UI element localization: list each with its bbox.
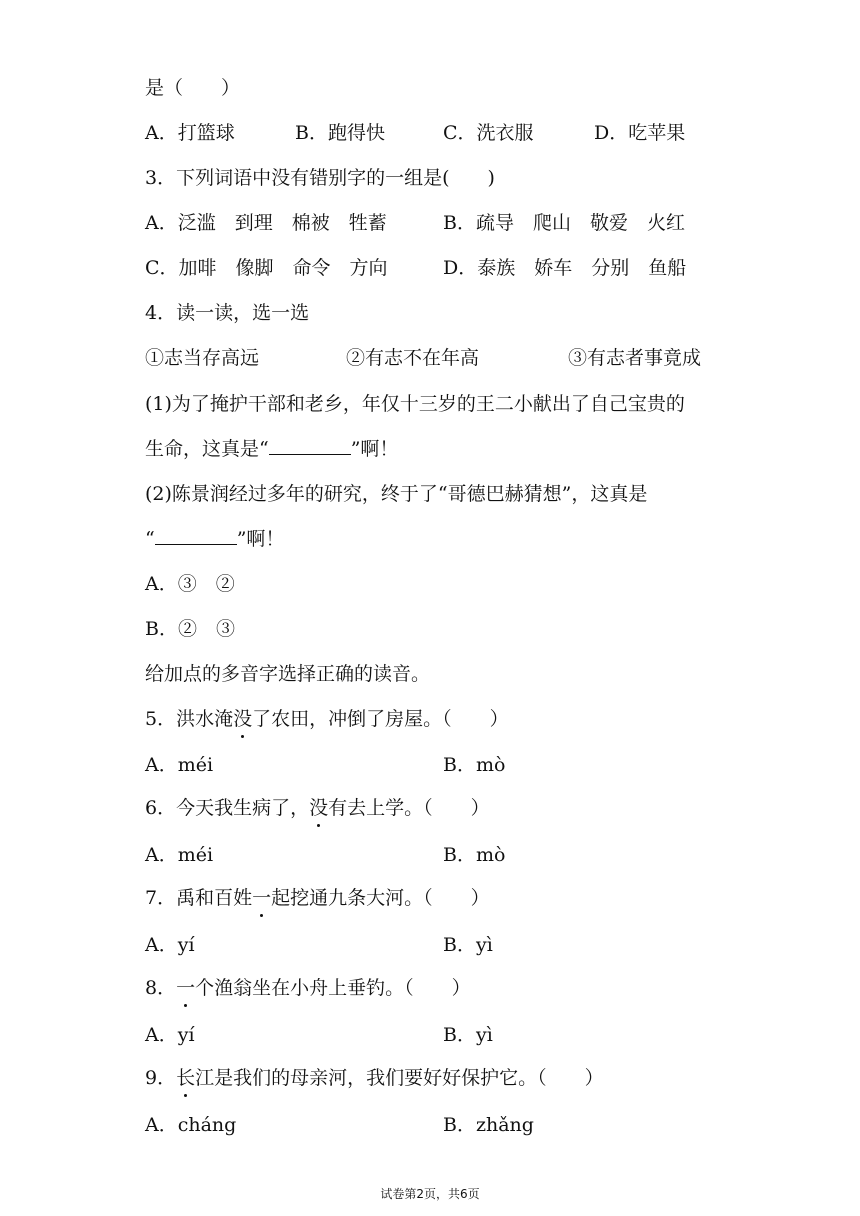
q2-option-d: D．吃苹果 — [594, 122, 686, 144]
q4-sub2-line1: (2)陈景润经过多年的研究，终于了“哥德巴赫猜想”，这真是 — [145, 483, 648, 505]
q4-sub2-suffix: ”啊！ — [236, 528, 285, 550]
q4-choice-2: ②有志不在年高 — [346, 347, 480, 369]
q5-post: 了农田，冲倒了房屋。（ ） — [252, 708, 509, 730]
q4-sub2-blank — [155, 526, 237, 545]
q6-post: 有去上学。（ ） — [328, 797, 490, 819]
page-footer: 试卷第2页，共6页 — [380, 1187, 480, 1201]
q6-option-a: A．méi — [145, 844, 214, 866]
q8-pre: 8． — [145, 977, 177, 999]
q9-dotted-char: 长 — [176, 1067, 196, 1089]
q5-pre: 5．洪水淹 — [145, 708, 234, 730]
q6-option-b: B．mò — [443, 844, 506, 866]
q7-pre: 7．禹和百姓 — [145, 887, 253, 909]
q4-choice-3: ③有志者事竟成 — [568, 347, 702, 369]
q3-stem: 3．下列词语中没有错别字的一组是( ) — [145, 167, 495, 189]
q6-stem — [145, 795, 490, 821]
q5-stem — [145, 706, 509, 732]
q9-option-b: B．zhǎng — [443, 1114, 534, 1136]
q4-sub1-prefix: 生命，这真是“ — [145, 438, 269, 460]
q4-option-b: B．② ③ — [145, 618, 235, 640]
q8-dotted-char: 一 — [176, 977, 196, 999]
q4-sub2-line2 — [145, 526, 284, 552]
q9-post: 江是我们的母亲河，我们要好好保护它。（ ） — [195, 1067, 604, 1089]
q8-option-a: A．yí — [145, 1024, 195, 1046]
q3-option-c: C．加啡 像脚 命令 方向 — [145, 257, 388, 279]
q9-pre: 9． — [145, 1067, 177, 1089]
q9-stem — [145, 1065, 604, 1091]
q3-option-d: D．泰族 娇车 分别 鱼船 — [443, 257, 687, 279]
q7-post: 起挖通九条大河。（ ） — [271, 887, 490, 909]
q4-choice-1: ①志当存高远 — [145, 347, 260, 369]
q4-sub1-blank — [269, 436, 351, 455]
q4-sub1-line1: (1)为了掩护干部和老乡，年仅十三岁的王二小献出了自己宝贵的 — [145, 393, 685, 415]
q6-pre: 6．今天我生病了， — [145, 797, 310, 819]
q7-dotted-char: 一 — [252, 887, 272, 909]
q4-stem: 4．读一读，选一选 — [145, 302, 310, 324]
q4-sub1-line2 — [145, 436, 398, 462]
q6-dotted-char: 没 — [309, 797, 329, 819]
q7-option-a: A．yí — [145, 934, 195, 956]
q8-post: 个渔翁坐在小舟上垂钓。（ ） — [195, 977, 471, 999]
q3-option-a: A．泛滥 到理 棉被 牲蓄 — [145, 212, 387, 234]
q8-stem — [145, 975, 471, 1001]
q8-option-b: B．yì — [443, 1024, 493, 1046]
q4-sub1-suffix: ”啊！ — [350, 438, 399, 460]
q2-option-c: C．洗衣服 — [443, 122, 534, 144]
q5-option-b: B．mò — [443, 754, 506, 776]
q7-option-b: B．yì — [443, 934, 493, 956]
q4-sub2-prefix: “ — [145, 528, 155, 550]
q3-option-b: B．疏导 爬山 敬爱 火红 — [443, 212, 685, 234]
q5-dotted-char: 没 — [233, 708, 253, 730]
section-heading: 给加点的多音字选择正确的读音。 — [145, 663, 431, 685]
q5-option-a: A．méi — [145, 754, 214, 776]
q7-stem — [145, 885, 490, 911]
q2-option-b: B．跑得快 — [295, 122, 385, 144]
q2-option-a: A．打篮球 — [145, 122, 235, 144]
q2-stem-end: 是（ ） — [145, 77, 241, 99]
q4-option-a: A．③ ② — [145, 573, 235, 595]
q9-option-a: A．cháng — [145, 1114, 237, 1136]
